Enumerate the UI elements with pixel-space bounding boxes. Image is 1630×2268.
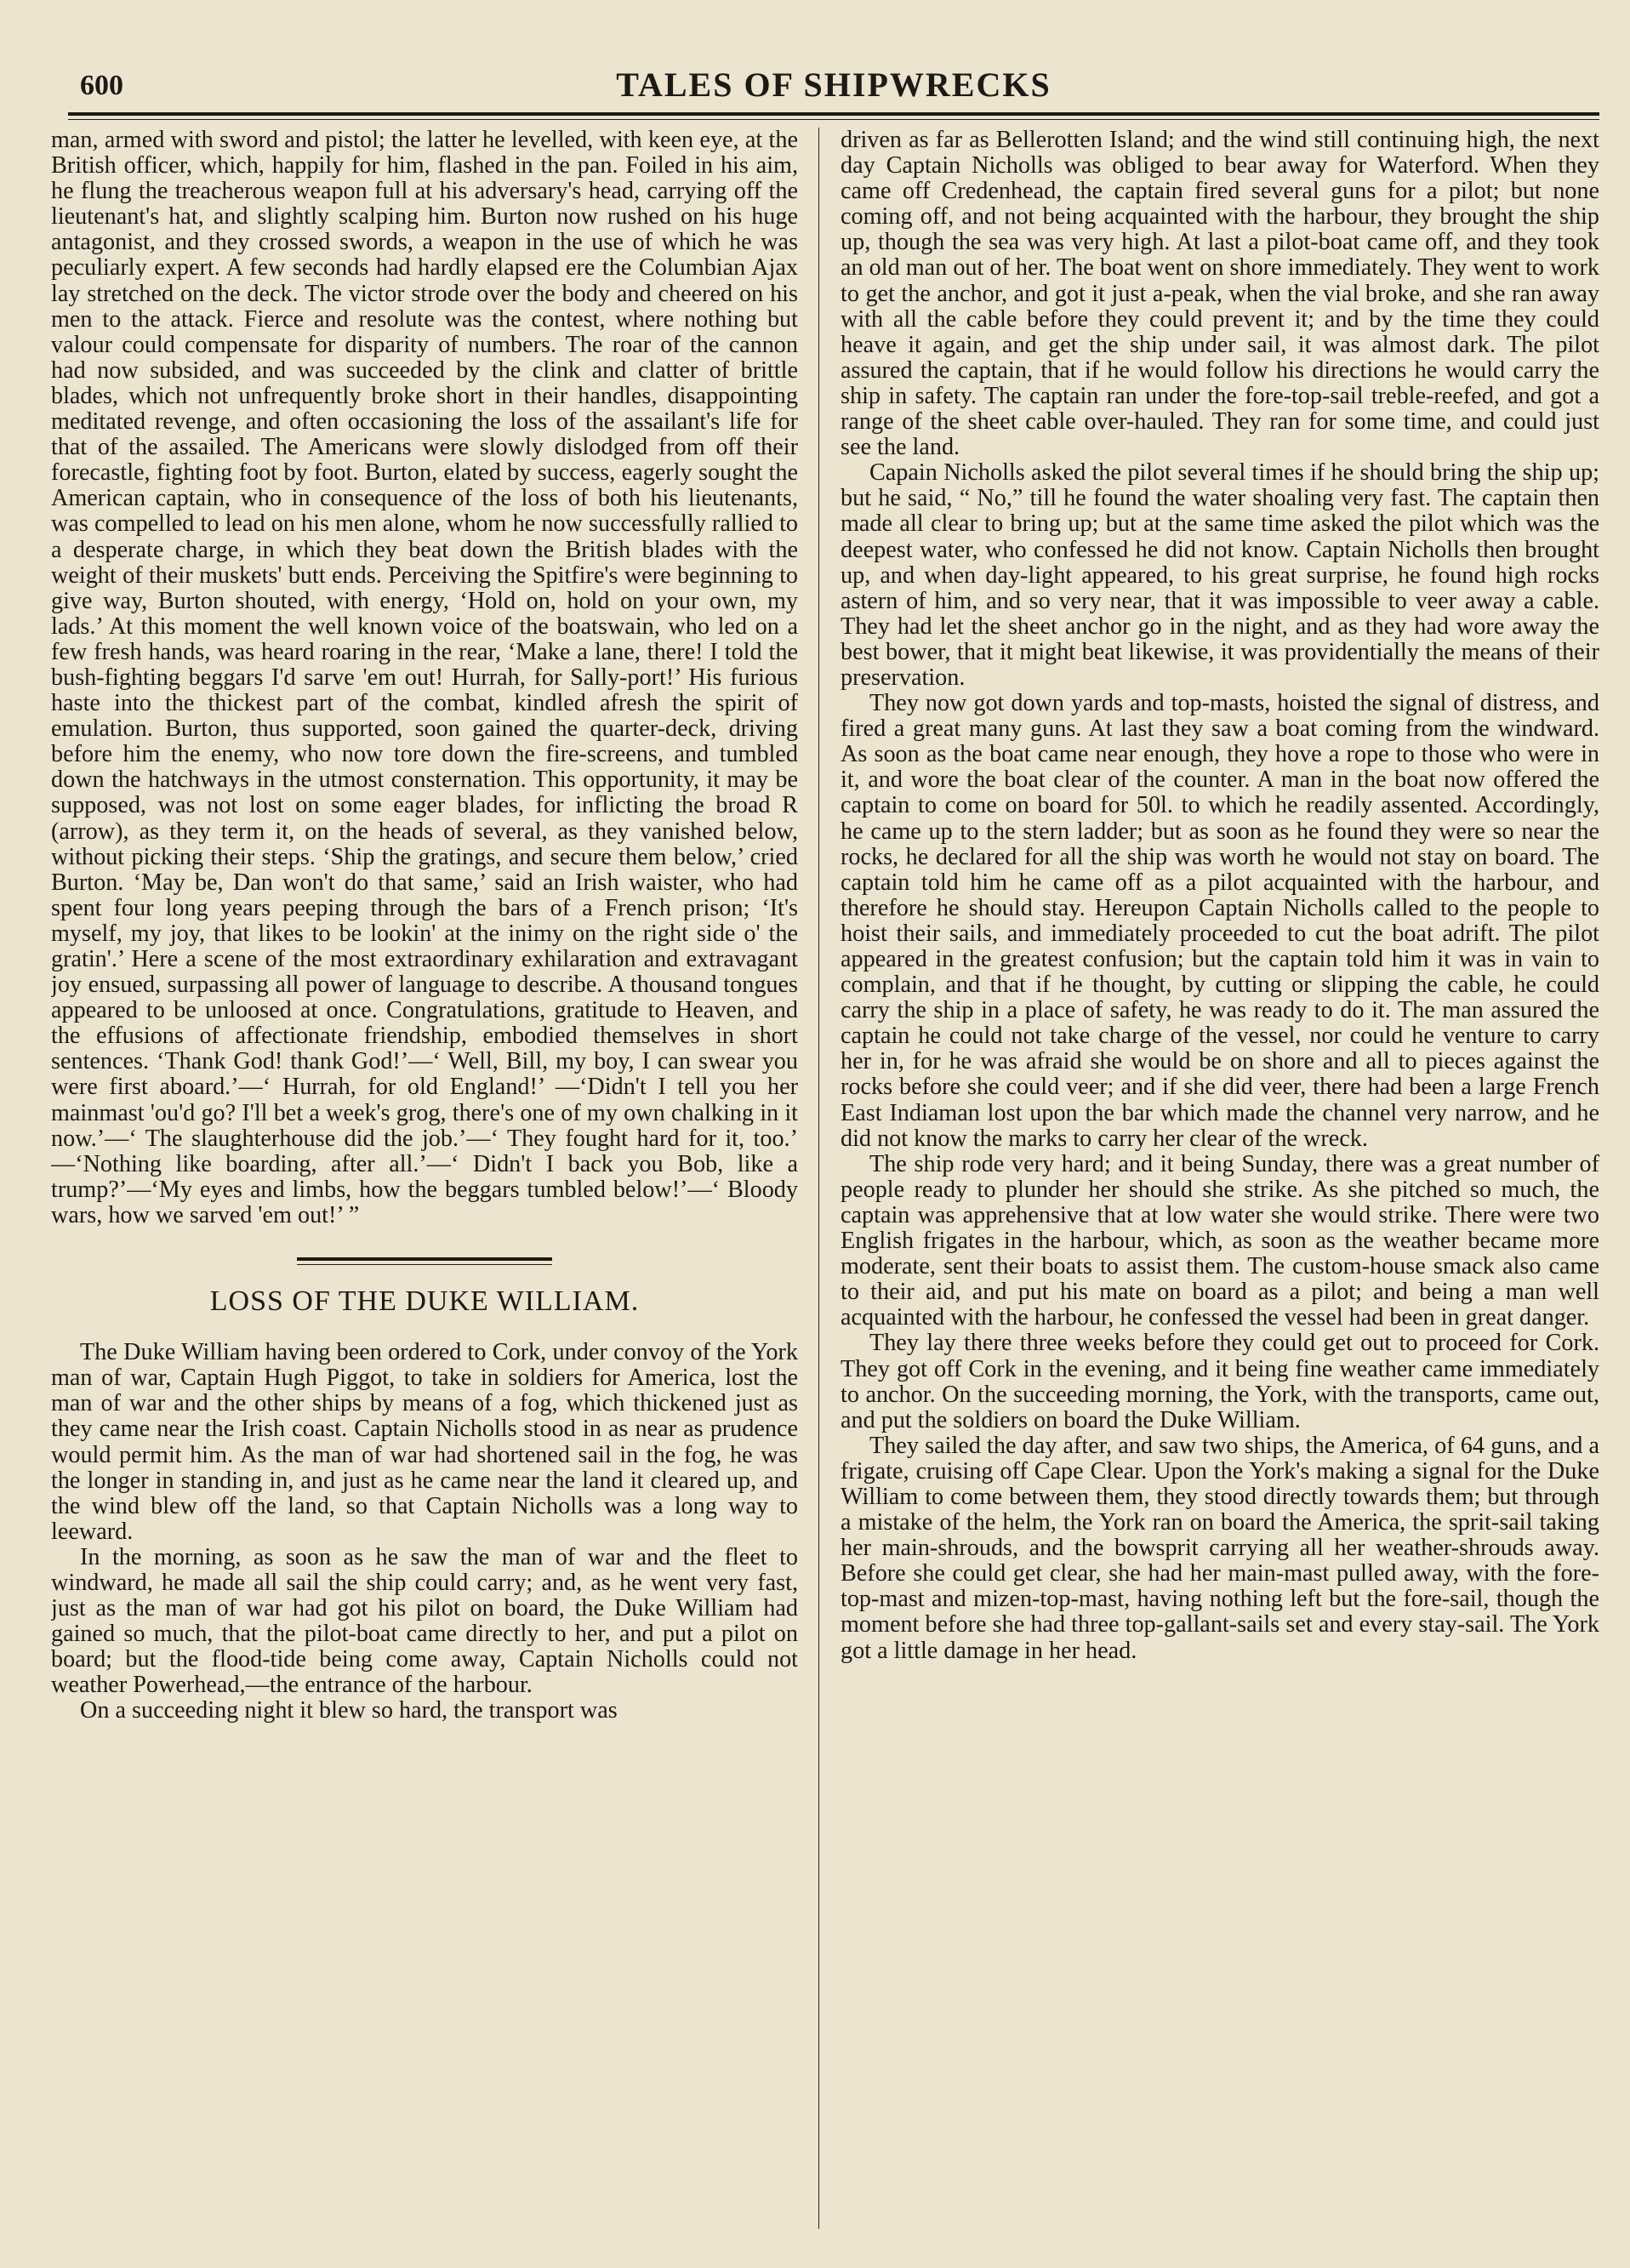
running-title: TALES OF SHIPWRECKS	[616, 66, 1052, 104]
page-number: 600	[80, 70, 123, 101]
section-title: LOSS OF THE DUKE WILLIAM.	[209, 1285, 640, 1318]
paragraph: They now got down yards and top-masts, hoisted the signal of distress, and fired a great many guns. At last they saw a boat coming from the windward. As soon as the boat came near enough, they hove a rope to those who were in it, and wore the boat clear of the counter. A man in the boat now offered the captain to come on board for 50l. to which he readily assented. Accordingly, he came up to the stern ladder; but as soon as he found they were so near the rocks, he declared for all the ship was worth he would not stay on board. The captain told him he came off as a pilot acquainted with the harbour, and therefore he should stay. Hereupon Captain Nicholls called to the people to hoist their sails, and immediately proceeded to cut the boat adrift. The pilot appeared in the greatest confusion; but the captain told him it was in vain to complain, and that if he thought, by cutting or slipping the cable, he could carry the ship in a place of safety, he was ready to do it. The man assured the captain he could not take charge of the vessel, nor could he venture to carry her in, for he was afraid she would be on shore and all to pieces against the rocks before she could veer; and if she did veer, there had been a large French East Indiaman lost upon the bar which made the channel very narrow, and he did not know the marks to carry her clear of the wreck.	[841, 690, 1599, 1152]
paragraph: They sailed the day after, and saw two ships, the America, of 64 guns, and a frigate, cruising off Cape Clear. Upon the York's making a signal for the Duke William to come between them, they stood directly towards them; but through a mistake of the helm, the York ran on board the America, the sprit-sail taking her main-shrouds, and the bowsprit carrying all her weather-shrouds away. Before she could get clear, she had her main-mast pulled away, with the fore-top-mast and mizen-top-mast, having nothing left but the fore-sail, though the moment before she had three top-gallant-sails set and every stay-sail. The York got a little damage in her head.	[841, 1432, 1599, 1664]
paragraph: They lay there three weeks before they could get out to proceed for Cork. They got off Cork in the evening, and it being fine weather came immediately to anchor. On the succeeding morning, the York, with the transports, came out, and put the soldiers on board the Duke William.	[841, 1330, 1599, 1433]
header-rule-thin	[68, 119, 1599, 120]
paragraph: man, armed with sword and pistol; the latter he levelled, with keen eye, at the British officer, which, happily for him, flashed in the pan. Foiled in his aim, he flung the treacherous weapon full at his adversary's head, carrying off the lieutenant's hat, and slightly scalping him. Burton now rushed on his huge antagonist, and they crossed swords, a weapon in the use of which he was peculiarly expert. A few seconds had hardly elapsed ere the Columbian Ajax lay stretched on the deck. The victor strode over the body and cheered on his men to the attack. Fierce and resolute was the contest, where nothing but valour could compensate for disparity of numbers. The roar of the cannon had now subsided, and was succeeded by the clink and clatter of brittle blades, which not unfrequently broke short in their handles, disappointing meditated revenge, and often occasioning the loss of the assailant's life for that of the assailed. The Americans were slowly dislodged from off their forecastle, fighting foot by foot. Burton, elated by success, eagerly sought the American captain, who in consequence of the loss of both his lieutenants, was compelled to lead on his men alone, whom he now successfully rallied to a desperate charge, in which they beat down the British blades with the weight of their muskets' butt ends. Perceiving the Spitfire's were beginning to give way, Burton shouted, with energy, ‘Hold on, hold on your own, my lads.’ At this moment the well known voice of the boatswain, who led on a few fresh hands, was heard roaring in the rear, ‘Make a lane, there! I told the bush-fighting beggars I'd sarve 'em out! Hurrah, for Sally-port!’ His furious haste into the thickest part of the combat, kindled afresh the spirit of emulation. Burton, thus supported, soon gained the quarter-deck, driving before him the enemy, who now tore down the fire-screens, and tumbled down the hatchways in the utmost consternation. This opportunity, it may be supposed, was not lost on some eager blades, for inflicting the broad R (arrow), as they term it, on the heads of several, as they vanished below, without picking their steps. ‘Ship the gratings, and secure them below,’ cried Burton. ‘May be, Dan won't do that same,’ said an Irish waister, who had spent four long years peeping through the bars of a French prison; ‘It's myself, my joy, that likes to be lookin' at the inimy on the right side o' the gratin'.’ Here a scene of the most extraordinary exhilaration and extravagant joy ensued, surpassing all power of language to describe. A thousand tongues appeared to be unloosed at once. Congratulations, gratitude to Heaven, and the effusions of affectionate friendship, embodied themselves in short sentences. ‘Thank God! thank God!’—‘ Well, Bill, my boy, I can swear you were first aboard.’—‘ Hurrah, for old England!’ —‘Didn't I tell you her mainmast 'ou'd go? I'll bet a week's grog, there's one of my own chalking in it now.’—‘ The slaughterhouse did the job.’—‘ They fought hard for it, too.’ —‘Nothing like boarding, after all.’—‘ Didn't I back you Bob, like a trump?’—‘My eyes and limbs, how the beggars tumbled below!’—‘ Bloody wars, how we sarved 'em out!’ ”	[51, 128, 798, 1228]
paragraph: In the morning, as soon as he saw the man of war and the fleet to windward, he made all sail the ship could carry; and, as he went very fast, just as the man of war had got his pilot on board, the Duke William had gained so much, that the pilot-boat came directly to her, and put a pilot on board; but the flood-tide being come away, Captain Nicholls could not weather Powerhead,—the entrance of the harbour.	[51, 1543, 798, 1699]
left-column	[51, 128, 798, 2246]
page-header	[68, 58, 1599, 109]
paragraph: Capain Nicholls asked the pilot several times if he should bring the ship up; but he said, “ No,” till he found the water shoaling very fast. The captain then made all clear to bring up; but at the same time asked the pilot which was the deepest water, who confessed he did not know. Captain Nicholls then brought up, and when day-light appeared, to his great surprise, he found high rocks astern of him, and so very near, that it was impossible to veer away a cable. They had let the sheet anchor go in the night, and as they had wore away the best bower, that it might beat likewise, it was providentially the means of their preservation.	[841, 459, 1599, 691]
header-rule	[68, 112, 1599, 116]
paragraph: On a succeeding night it blew so hard, the transport was	[80, 1697, 618, 1724]
paragraph: The ship rode very hard; and it being Sunday, there was a great number of people ready to plunder her should she strike. As she pitched so much, the captain was apprehensive that at low water she would strike. There were two English frigates in the harbour, which, as soon as the weather became more moderate, sent their boats to assist them. The custom-house smack also came to their aid, and put his mate on board as a pilot; and being a man well acquainted with the harbour, he confessed the vessel had been in great danger.	[841, 1150, 1599, 1331]
paragraph: The Duke William having been ordered to Cork, under convoy of the York man of war, Captain Hugh Piggot, to take in soldiers for America, lost the man of war and the other ships by means of a fog, which thickened just as they came near the Irish coast. Captain Nicholls stood in as near as prudence would permit him. As the man of war had shortened sail in the fog, he was the longer in standing in, and just as he came near the land it cleared up, and the wind blew off the land, so that Captain Nicholls was a long way to leeward.	[51, 1339, 798, 1545]
paragraph: driven as far as Bellerotten Island; and the wind still continuing high, the next day Captain Nicholls was obliged to bear away for Waterford. When they came off Credenhead, the captain fired several guns for a pilot; but none coming off, and not being acquainted with the harbour, they brought the ship up, though the sea was very high. At last a pilot-boat came off, and they took an old man out of her. The boat went on shore immediately. They went to work to get the anchor, and got it just a-peak, when the vial broke, and she ran away with all the cable before they could prevent it; and by the time they could heave it again, and get the ship under sail, it was almost dark. The pilot assured the captain, that if he would follow his directions he would carry the ship in safety. The captain ran under the fore-top-sail treble-reefed, and got a range of the sheet cable over-hauled. They ran for some time, and could just see the land.	[841, 128, 1599, 461]
right-column	[841, 128, 1599, 2246]
section-separator	[297, 1257, 552, 1265]
column-divider	[818, 128, 819, 2229]
